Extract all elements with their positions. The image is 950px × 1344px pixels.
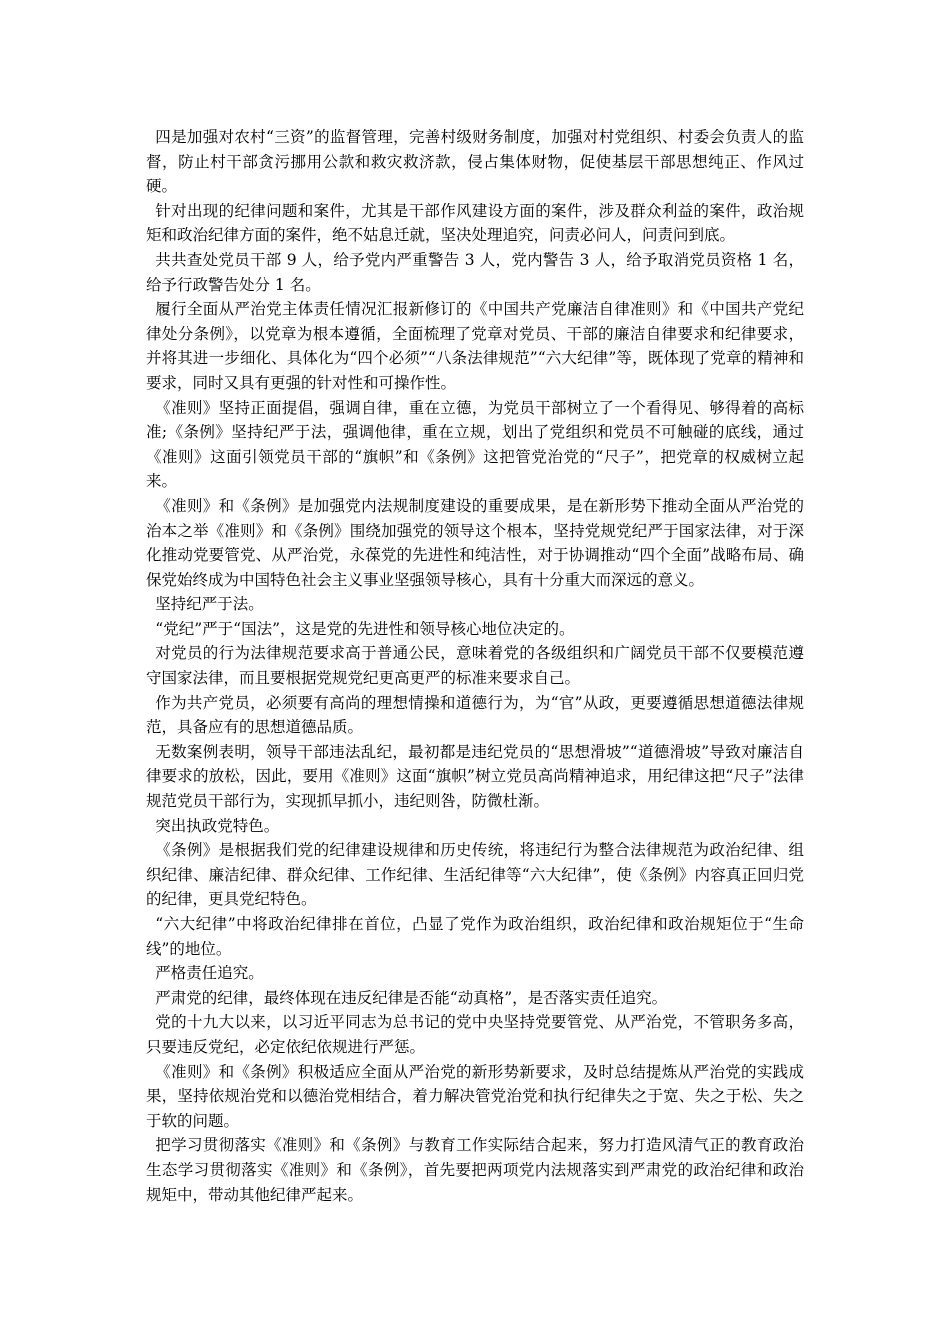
paragraph: 《准则》和《条例》是加强党内法规制度建设的重要成果，是在新形势下推动全面从严治党的治本之举《准则》和《条例》围绕加强党的领导这个根本，坚持党规党纪严于国家法律，对于深化推动党要管党、从严治党，永葆党的先进性和纯洁性，对于协调推动“四个全面”战略布局、确保党始终成为中国特色社会主义事业坚强领导核心，具有十分重大而深远的意义。	[146, 496, 804, 589]
paragraph: 《准则》和《条例》积极适应全面从严治党的新形势新要求，及时总结提炼从严治党的实践成果，坚持依规治党和以德治党相结合，着力解决管党治党和执行纪律失之于宽、失之于松、失之于软的问题。	[146, 1062, 804, 1130]
paragraph: 作为共产党员，必须要有高尚的理想情操和道德行为，为“官”从政，更要遵循思想道德法律规范，具备应有的思想道德品质。	[146, 693, 804, 737]
paragraph: 四是加强对农村“三资”的监督管理，完善村级财务制度，加强对村党组织、村委会负责人的监督，防止村干部贪污挪用公款和救灾救济款，侵占集体财物，促使基层干部思想纯正、作风过硬。	[146, 128, 804, 196]
paragraph: 《条例》是根据我们党的纪律建设规律和历史传统，将违纪行为整合法律规范为政治纪律、组织纪律、廉洁纪律、群众纪律、工作纪律、生活纪律等“六大纪律”，使《条例》内容真正回归党的纪律，更具党纪特色。	[146, 841, 804, 909]
paragraph: 《准则》坚持正面提倡，强调自律，重在立德，为党员干部树立了一个看得见、够得着的高标准;《条例》坚持纪严于法，强调他律，重在立规，划出了党组织和党员不可触碰的底线，通过《准则》这面引领党员干部的“旗帜”和《条例》这把管党治党的“尺子”，把党章的权威树立起来。	[146, 398, 804, 491]
paragraph: “党纪”严于“国法”，这是党的先进性和领导核心地位决定的。	[155, 619, 575, 638]
paragraph: 严格责任追究。	[155, 964, 264, 983]
paragraph: 党的十九大以来，以习近平同志为总书记的党中央坚持党要管党、从严治党，不管职务多高，只要违反党纪，必定依纪依规进行严惩。	[146, 1013, 804, 1056]
paragraph: “六大纪律”中将政治纪律排在首位，凸显了党作为政治组织，政治纪律和政治规矩位于“生命线”的地位。	[146, 915, 804, 958]
paragraph: 无数案例表明，领导干部违法乱纪，最初都是违纪党员的“思想滑坡”“道德滑坡”导致对廉洁自律要求的放松，因此，要用《准则》这面“旗帜”树立党员高尚精神追求，用纪律这把“尺子”法律规范党员干部行为，实现抓早抓小，违纪则咎，防微杜渐。	[146, 742, 804, 811]
document-body	[146, 125, 804, 1207]
paragraph: 严肃党的纪律，最终体现在违反纪律是否能“动真格”，是否落实责任追究。	[155, 988, 668, 1007]
paragraph: 针对出现的纪律问题和案件，尤其是干部作风建设方面的案件，涉及群众利益的案件，政治规矩和政治纪律方面的案件，绝不姑息迁就，坚决处理追究，问责必问人，问责问到底。	[146, 201, 804, 245]
paragraph: 对党员的行为法律规范要求高于普通公民，意味着党的各级组织和广阔党员干部不仅要模范遵守国家法律，而且要根据党规党纪更高更严的标准来要求自己。	[146, 644, 804, 688]
paragraph: 共共查处党员干部 9 人，给予党内严重警告 3 人，党内警告 3 人，给予取消党员资格 1 名，给予行政警告处分 1 名。	[146, 250, 804, 294]
paragraph: 履行全面从严治党主体责任情况汇报新修订的《中国共产党廉洁自律准则》和《中国共产党纪律处分条例》，以党章为根本遵循，全面梳理了党章对党员、干部的廉洁自律要求和纪律要求，并将其进一步细化、具体化为“四个必须”“八条法律规范”“六大纪律”等，既体现了党章的精神和要求，同时又具有更强的针对性和可操作性。	[146, 300, 804, 392]
paragraph: 坚持纪严于法。	[155, 595, 264, 614]
paragraph: 突出执政党特色。	[155, 816, 280, 835]
paragraph: 把学习贯彻落实《准则》和《条例》与教育工作实际结合起来，努力打造风清气正的教育政治生态学习贯彻落实《准则》和《条例》，首先要把两项党内法规落实到严肃党的政治纪律和政治规矩中，带动其他纪律严起来。	[146, 1136, 804, 1204]
